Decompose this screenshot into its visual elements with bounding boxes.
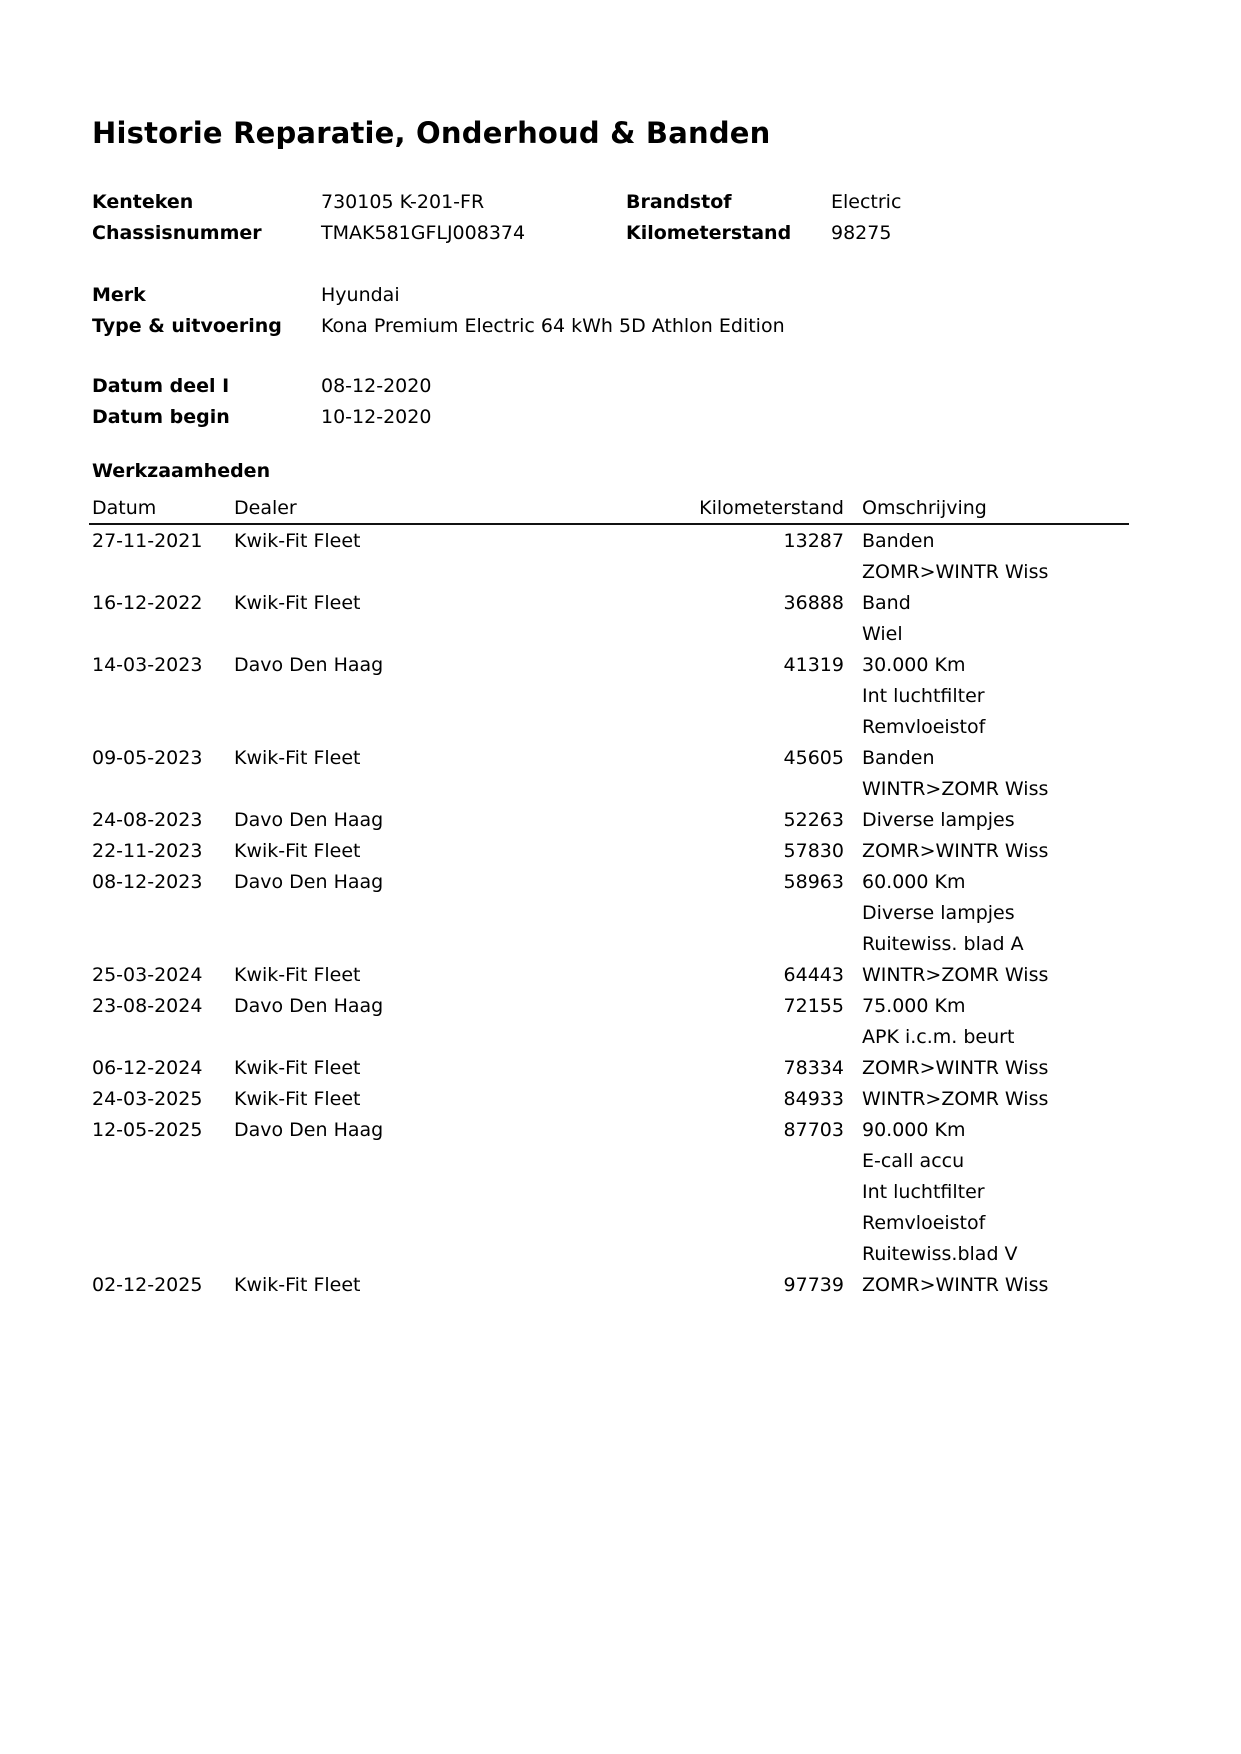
info-row-chassis [92, 218, 901, 249]
brandstof-label: Brandstof [626, 191, 732, 213]
row-dealer: Davo Den Haag [234, 809, 384, 831]
row-datum: 02-12-2025 [92, 1274, 203, 1296]
row-omschrijving [852, 991, 1129, 1053]
chassis-value: TMAK581GFLJ008374 [321, 222, 526, 244]
omschrijving-line: Int luchtfilter [862, 1181, 985, 1203]
table-row [89, 805, 1129, 836]
row-kilometerstand: 36888 [783, 592, 844, 614]
row-datum: 24-08-2023 [92, 809, 203, 831]
column-header-omschrijving: Omschrijving [862, 497, 987, 519]
table-row [89, 650, 1129, 743]
table-row [89, 867, 1129, 960]
werkzaamheden-table [89, 495, 1129, 1301]
omschrijving-line: 30.000 Km [862, 654, 966, 676]
row-omschrijving [852, 1053, 1129, 1084]
row-omschrijving [852, 836, 1129, 867]
merk-label: Merk [92, 284, 146, 306]
row-dealer: Davo Den Haag [234, 654, 384, 676]
kilometerstand-value: 98275 [831, 222, 892, 244]
chassis-label: Chassisnummer [92, 222, 262, 244]
row-omschrijving [852, 650, 1129, 743]
row-datum: 14-03-2023 [92, 654, 203, 676]
row-omschrijving [852, 1270, 1129, 1301]
page-title: Historie Reparatie, Onderhoud & Banden [92, 116, 771, 150]
row-omschrijving [852, 743, 1129, 805]
omschrijving-line: Ruitewiss.blad V [862, 1243, 1018, 1265]
row-omschrijving [852, 805, 1129, 836]
row-omschrijving [852, 526, 1129, 588]
table-row [89, 588, 1129, 650]
row-dealer: Davo Den Haag [234, 871, 384, 893]
row-dealer: Kwik-Fit Fleet [234, 1057, 361, 1079]
row-dealer: Kwik-Fit Fleet [234, 840, 361, 862]
type-label: Type & uitvoering [92, 315, 282, 337]
row-datum: 25-03-2024 [92, 964, 203, 986]
row-kilometerstand: 87703 [783, 1119, 844, 1141]
info-row-datum-deel [92, 371, 431, 402]
omschrijving-line: Diverse lampjes [862, 809, 1015, 831]
column-header-dealer: Dealer [234, 497, 297, 519]
omschrijving-line: ZOMR>WINTR Wiss [862, 1274, 1049, 1296]
row-dealer: Davo Den Haag [234, 995, 384, 1017]
omschrijving-line: WINTR>ZOMR Wiss [862, 964, 1049, 986]
info-row-type [92, 311, 785, 342]
table-row [89, 1084, 1129, 1115]
row-dealer: Kwik-Fit Fleet [234, 1088, 361, 1110]
datum-begin-value: 10-12-2020 [321, 406, 432, 428]
omschrijving-line: 60.000 Km [862, 871, 966, 893]
row-kilometerstand: 52263 [783, 809, 844, 831]
vehicle-model-block [92, 280, 785, 342]
row-kilometerstand: 58963 [783, 871, 844, 893]
row-datum: 06-12-2024 [92, 1057, 203, 1079]
table-row [89, 836, 1129, 867]
info-row-merk [92, 280, 785, 311]
row-datum: 23-08-2024 [92, 995, 203, 1017]
kenteken-value: 730105 K-201-FR [321, 191, 485, 213]
omschrijving-line: 75.000 Km [862, 995, 966, 1017]
table-row [89, 526, 1129, 588]
omschrijving-line: E-call accu [862, 1150, 965, 1172]
datum-deel-value: 08-12-2020 [321, 375, 432, 397]
row-omschrijving [852, 588, 1129, 650]
row-dealer: Kwik-Fit Fleet [234, 592, 361, 614]
table-row [89, 1115, 1129, 1270]
table-row [89, 1053, 1129, 1084]
omschrijving-line: Band [862, 592, 911, 614]
vehicle-id-block [92, 187, 901, 249]
info-row-kenteken [92, 187, 901, 218]
row-kilometerstand: 57830 [783, 840, 844, 862]
table-row [89, 991, 1129, 1053]
row-kilometerstand: 41319 [783, 654, 844, 676]
table-row [89, 960, 1129, 991]
table-header [89, 495, 1129, 525]
werkzaamheden-heading: Werkzaamheden [92, 460, 271, 482]
datum-begin-label: Datum begin [92, 406, 230, 428]
row-kilometerstand: 78334 [783, 1057, 844, 1079]
row-omschrijving [852, 1084, 1129, 1115]
row-kilometerstand: 72155 [783, 995, 844, 1017]
row-datum: 12-05-2025 [92, 1119, 203, 1141]
row-omschrijving [852, 1115, 1129, 1270]
omschrijving-line: Remvloeistof [862, 1212, 986, 1234]
omschrijving-line: Wiel [862, 623, 903, 645]
row-dealer: Davo Den Haag [234, 1119, 384, 1141]
omschrijving-line: WINTR>ZOMR Wiss [862, 778, 1049, 800]
row-datum: 24-03-2025 [92, 1088, 203, 1110]
datum-deel-label: Datum deel I [92, 375, 230, 397]
table-row [89, 1270, 1129, 1301]
row-datum: 09-05-2023 [92, 747, 203, 769]
omschrijving-line: Ruitewiss. blad A [862, 933, 1024, 955]
omschrijving-line: Banden [862, 530, 935, 552]
column-header-datum: Datum [92, 497, 157, 519]
omschrijving-line: ZOMR>WINTR Wiss [862, 840, 1049, 862]
omschrijving-line: Int luchtfilter [862, 685, 985, 707]
row-datum: 22-11-2023 [92, 840, 203, 862]
row-kilometerstand: 97739 [783, 1274, 844, 1296]
row-dealer: Kwik-Fit Fleet [234, 1274, 361, 1296]
kenteken-label: Kenteken [92, 191, 194, 213]
row-dealer: Kwik-Fit Fleet [234, 747, 361, 769]
row-datum: 08-12-2023 [92, 871, 203, 893]
omschrijving-line: Diverse lampjes [862, 902, 1015, 924]
omschrijving-line: Remvloeistof [862, 716, 986, 738]
omschrijving-line: ZOMR>WINTR Wiss [862, 561, 1049, 583]
merk-value: Hyundai [321, 284, 400, 306]
row-omschrijving [852, 960, 1129, 991]
row-kilometerstand: 45605 [783, 747, 844, 769]
omschrijving-line: WINTR>ZOMR Wiss [862, 1088, 1049, 1110]
row-kilometerstand: 84933 [783, 1088, 844, 1110]
info-row-datum-begin [92, 402, 431, 433]
kilometerstand-label: Kilometerstand [626, 222, 792, 244]
row-datum: 27-11-2021 [92, 530, 203, 552]
brandstof-value: Electric [831, 191, 902, 213]
omschrijving-line: 90.000 Km [862, 1119, 966, 1141]
row-omschrijving [852, 867, 1129, 960]
column-header-kilometerstand: Kilometerstand [699, 497, 844, 519]
table-body [89, 525, 1129, 1301]
row-dealer: Kwik-Fit Fleet [234, 530, 361, 552]
omschrijving-line: ZOMR>WINTR Wiss [862, 1057, 1049, 1079]
table-row [89, 743, 1129, 805]
vehicle-dates-block [92, 371, 431, 433]
row-dealer: Kwik-Fit Fleet [234, 964, 361, 986]
row-kilometerstand: 64443 [783, 964, 844, 986]
row-kilometerstand: 13287 [783, 530, 844, 552]
type-value: Kona Premium Electric 64 kWh 5D Athlon Edition [321, 315, 785, 337]
omschrijving-line: APK i.c.m. beurt [862, 1026, 1015, 1048]
omschrijving-line: Banden [862, 747, 935, 769]
row-datum: 16-12-2022 [92, 592, 203, 614]
